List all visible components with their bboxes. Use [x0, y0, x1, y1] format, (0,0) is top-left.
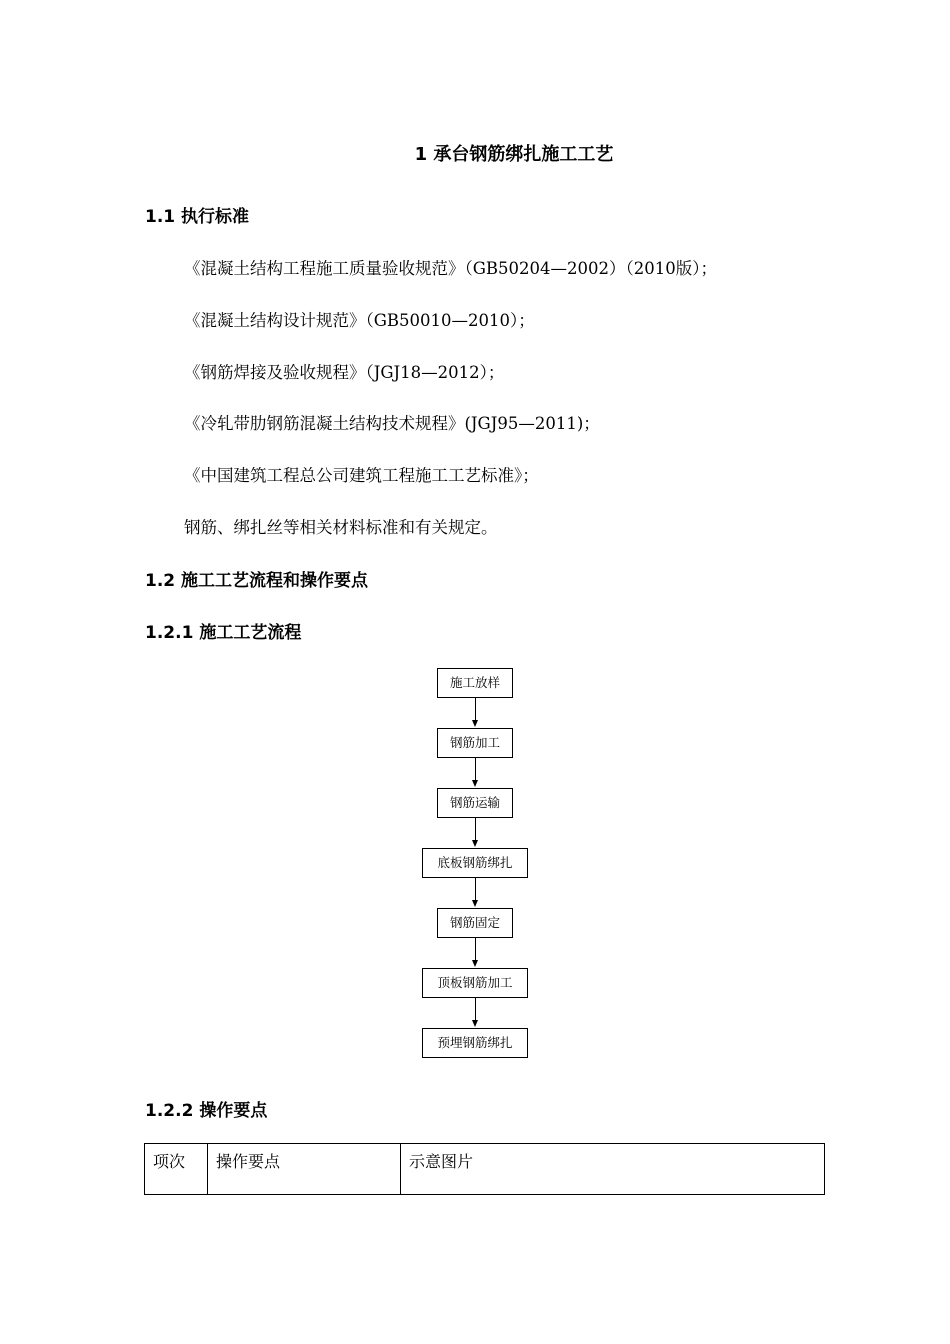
flow-connector [475, 758, 476, 780]
arrow-down-icon [472, 900, 478, 907]
subsection-heading-key-points: 1.2.2 操作要点 [145, 1101, 268, 1121]
flow-connector [475, 938, 476, 960]
subsection-heading-flow: 1.2.1 施工工艺流程 [145, 623, 302, 643]
section-heading-standards: 1.1 执行标准 [145, 207, 250, 227]
arrow-down-icon [472, 720, 478, 727]
flow-step-rebar-transport: 钢筋运输 [437, 788, 513, 818]
table-row [145, 1144, 825, 1195]
arrow-down-icon [472, 840, 478, 847]
table-header-illustration: 示意图片 [401, 1144, 825, 1195]
standard-item: 《混凝土结构工程施工质量验收规范》（GB50204—2002）（2010版）； [184, 259, 718, 278]
flow-connector [475, 818, 476, 840]
flow-step-layout: 施工放样 [437, 668, 513, 698]
standard-item: 《混凝土结构设计规范》（GB50010—2010）； [184, 311, 535, 330]
standard-item: 《钢筋焊接及验收规程》（JGJ18—2012）； [184, 363, 505, 382]
flow-step-bottom-slab-binding: 底板钢筋绑扎 [422, 848, 528, 878]
flow-step-top-slab-processing: 顶板钢筋加工 [422, 968, 528, 998]
table-header-item: 项次 [145, 1144, 208, 1195]
flow-step-rebar-processing: 钢筋加工 [437, 728, 513, 758]
flow-connector [475, 878, 476, 900]
arrow-down-icon [472, 780, 478, 787]
arrow-down-icon [472, 1020, 478, 1027]
section-heading-process: 1.2 施工工艺流程和操作要点 [145, 571, 369, 591]
operations-table [144, 1143, 825, 1195]
flow-connector [475, 998, 476, 1020]
arrow-down-icon [472, 960, 478, 967]
flow-step-rebar-fixing: 钢筋固定 [437, 908, 513, 938]
flow-step-embedded-binding: 预埋钢筋绑扎 [422, 1028, 528, 1058]
standard-item: 《中国建筑工程总公司建筑工程施工工艺标准》； [184, 466, 539, 485]
standard-item: 钢筋、绑扎丝等相关材料标准和有关规定。 [184, 518, 498, 537]
table-header-key-points: 操作要点 [208, 1144, 401, 1195]
standard-item: 《冷轧带肋钢筋混凝土结构技术规程》(JGJ95—2011)； [184, 414, 600, 433]
flow-connector [475, 698, 476, 720]
document-title: 1 承台钢筋绑扎施工工艺 [414, 144, 614, 165]
